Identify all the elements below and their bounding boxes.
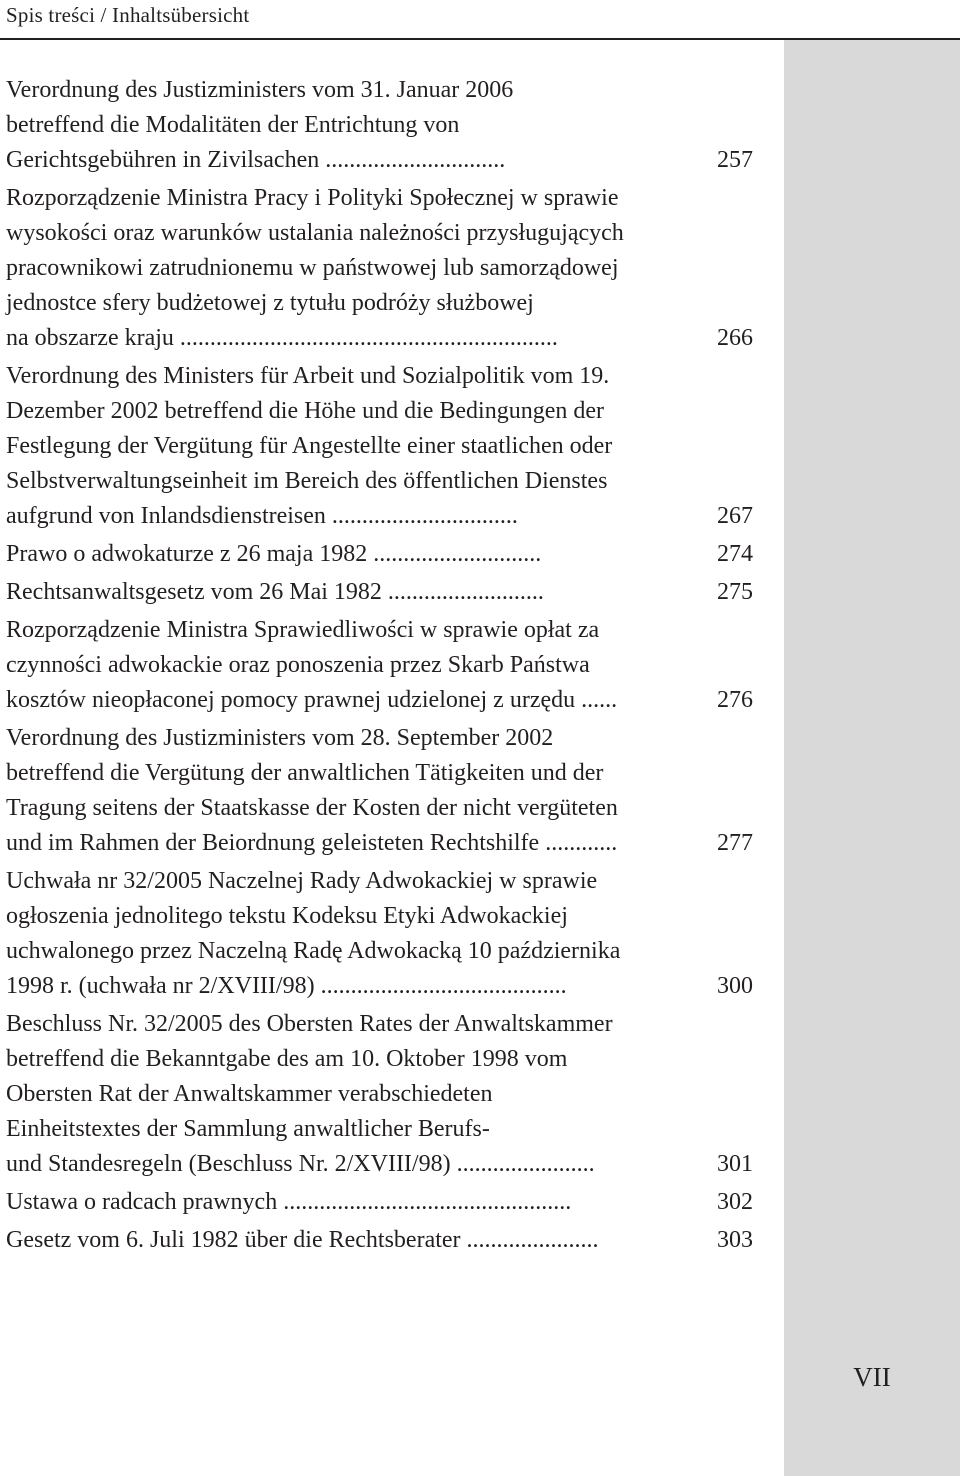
toc-entry-page: 267	[717, 503, 753, 529]
toc-entry-page: 301	[717, 1151, 753, 1177]
toc-entry-page: 302	[717, 1189, 753, 1215]
toc-entry	[6, 1223, 758, 1258]
toc-entry-title: Rechtsanwaltsgesetz vom 26 Mai 1982 ..........................	[6, 579, 544, 605]
toc-entry	[6, 181, 758, 356]
toc-entry-page: 277	[717, 830, 753, 856]
toc-entry-title: Verordnung des Ministers für Arbeit und Sozialpolitik vom 19. Dezember 2002 betreffend die Höhe und die Bedingungen der Festlegung der Vergütung für Angestellte einer staatlichen oder Selbstverwaltungseinheit im Bereich des öffentlichen Dienstes aufgrund von Inlandsdienstreisen ...............................	[6, 363, 613, 529]
toc-entry-title: Gesetz vom 6. Juli 1982 über die Rechtsberater ......................	[6, 1227, 599, 1253]
side-margin-band	[784, 40, 960, 1476]
toc-entry-title: Beschluss Nr. 32/2005 des Obersten Rates der Anwaltskammer betreffend die Bekanntgabe des am 10. Oktober 1998 vom Obersten Rat der Anwaltskammer verabschiedeten Einheitstextes der Sammlung anwaltlicher Berufs- und Standesregeln (Beschluss Nr. 2/XVIII/98) .......................	[6, 1011, 613, 1177]
toc-entry-title: Verordnung des Justizministers vom 28. September 2002 betreffend die Vergütung der anwaltlichen Tätigkeiten und der Tragung seitens der Staatskasse der Kosten der nicht vergüteten und im Rahmen der Beiordnung geleisteten Rechtshilfe ............	[6, 725, 618, 856]
toc-entry	[6, 613, 758, 718]
toc-entry-title: Rozporządzenie Ministra Sprawiedliwości w sprawie opłat za czynności adwokackie oraz ponoszenia przez Skarb Państwa kosztów nieopłaconej pomocy prawnej udzielonej z urzędu ......	[6, 617, 618, 713]
toc-entry-title: Verordnung des Justizministers vom 31. Januar 2006 betreffend die Modalitäten der Entrichtung von Gerichtsgebühren in Zivilsachen ..............................	[6, 77, 514, 173]
toc-entry-page: 257	[717, 147, 753, 173]
toc-entry-page: 303	[717, 1227, 753, 1253]
toc-entry	[6, 721, 758, 861]
table-of-contents	[6, 73, 758, 1261]
toc-entry-title: Rozporządzenie Ministra Pracy i Polityki Społecznej w sprawie wysokości oraz warunków ustalania należności przysługujących pracownikowi zatrudnionemu w państwowej lub samorządowej jednostce sfery budżetowej z tytułu podróży służbowej na obszarze kraju ...............................................................	[6, 185, 624, 351]
toc-entry-page: 300	[717, 973, 753, 999]
toc-entry-page: 276	[717, 687, 753, 713]
toc-entry-page: 275	[717, 579, 753, 605]
page-number: VII	[853, 1362, 891, 1392]
toc-entry	[6, 73, 758, 178]
toc-entry	[6, 537, 758, 572]
running-header: Spis treści / Inhaltsübersicht	[6, 3, 250, 27]
toc-entry	[6, 575, 758, 610]
toc-entry	[6, 864, 758, 1004]
toc-entry	[6, 359, 758, 534]
toc-entry-page: 274	[717, 541, 753, 567]
toc-entry-title: Uchwała nr 32/2005 Naczelnej Rady Adwokackiej w sprawie ogłoszenia jednolitego tekstu Kodeksu Etyki Adwokackiej uchwalonego przez Naczelną Radę Adwokacką 10 października 1998 r. (uchwała nr 2/XVIII/98) .........................................	[6, 868, 621, 999]
toc-entry-title: Ustawa o radcach prawnych ................................................	[6, 1189, 572, 1215]
toc-entry-page: 266	[717, 325, 753, 351]
toc-entry	[6, 1185, 758, 1220]
toc-entry-title: Prawo o adwokaturze z 26 maja 1982 ............................	[6, 541, 542, 567]
toc-entry	[6, 1007, 758, 1182]
